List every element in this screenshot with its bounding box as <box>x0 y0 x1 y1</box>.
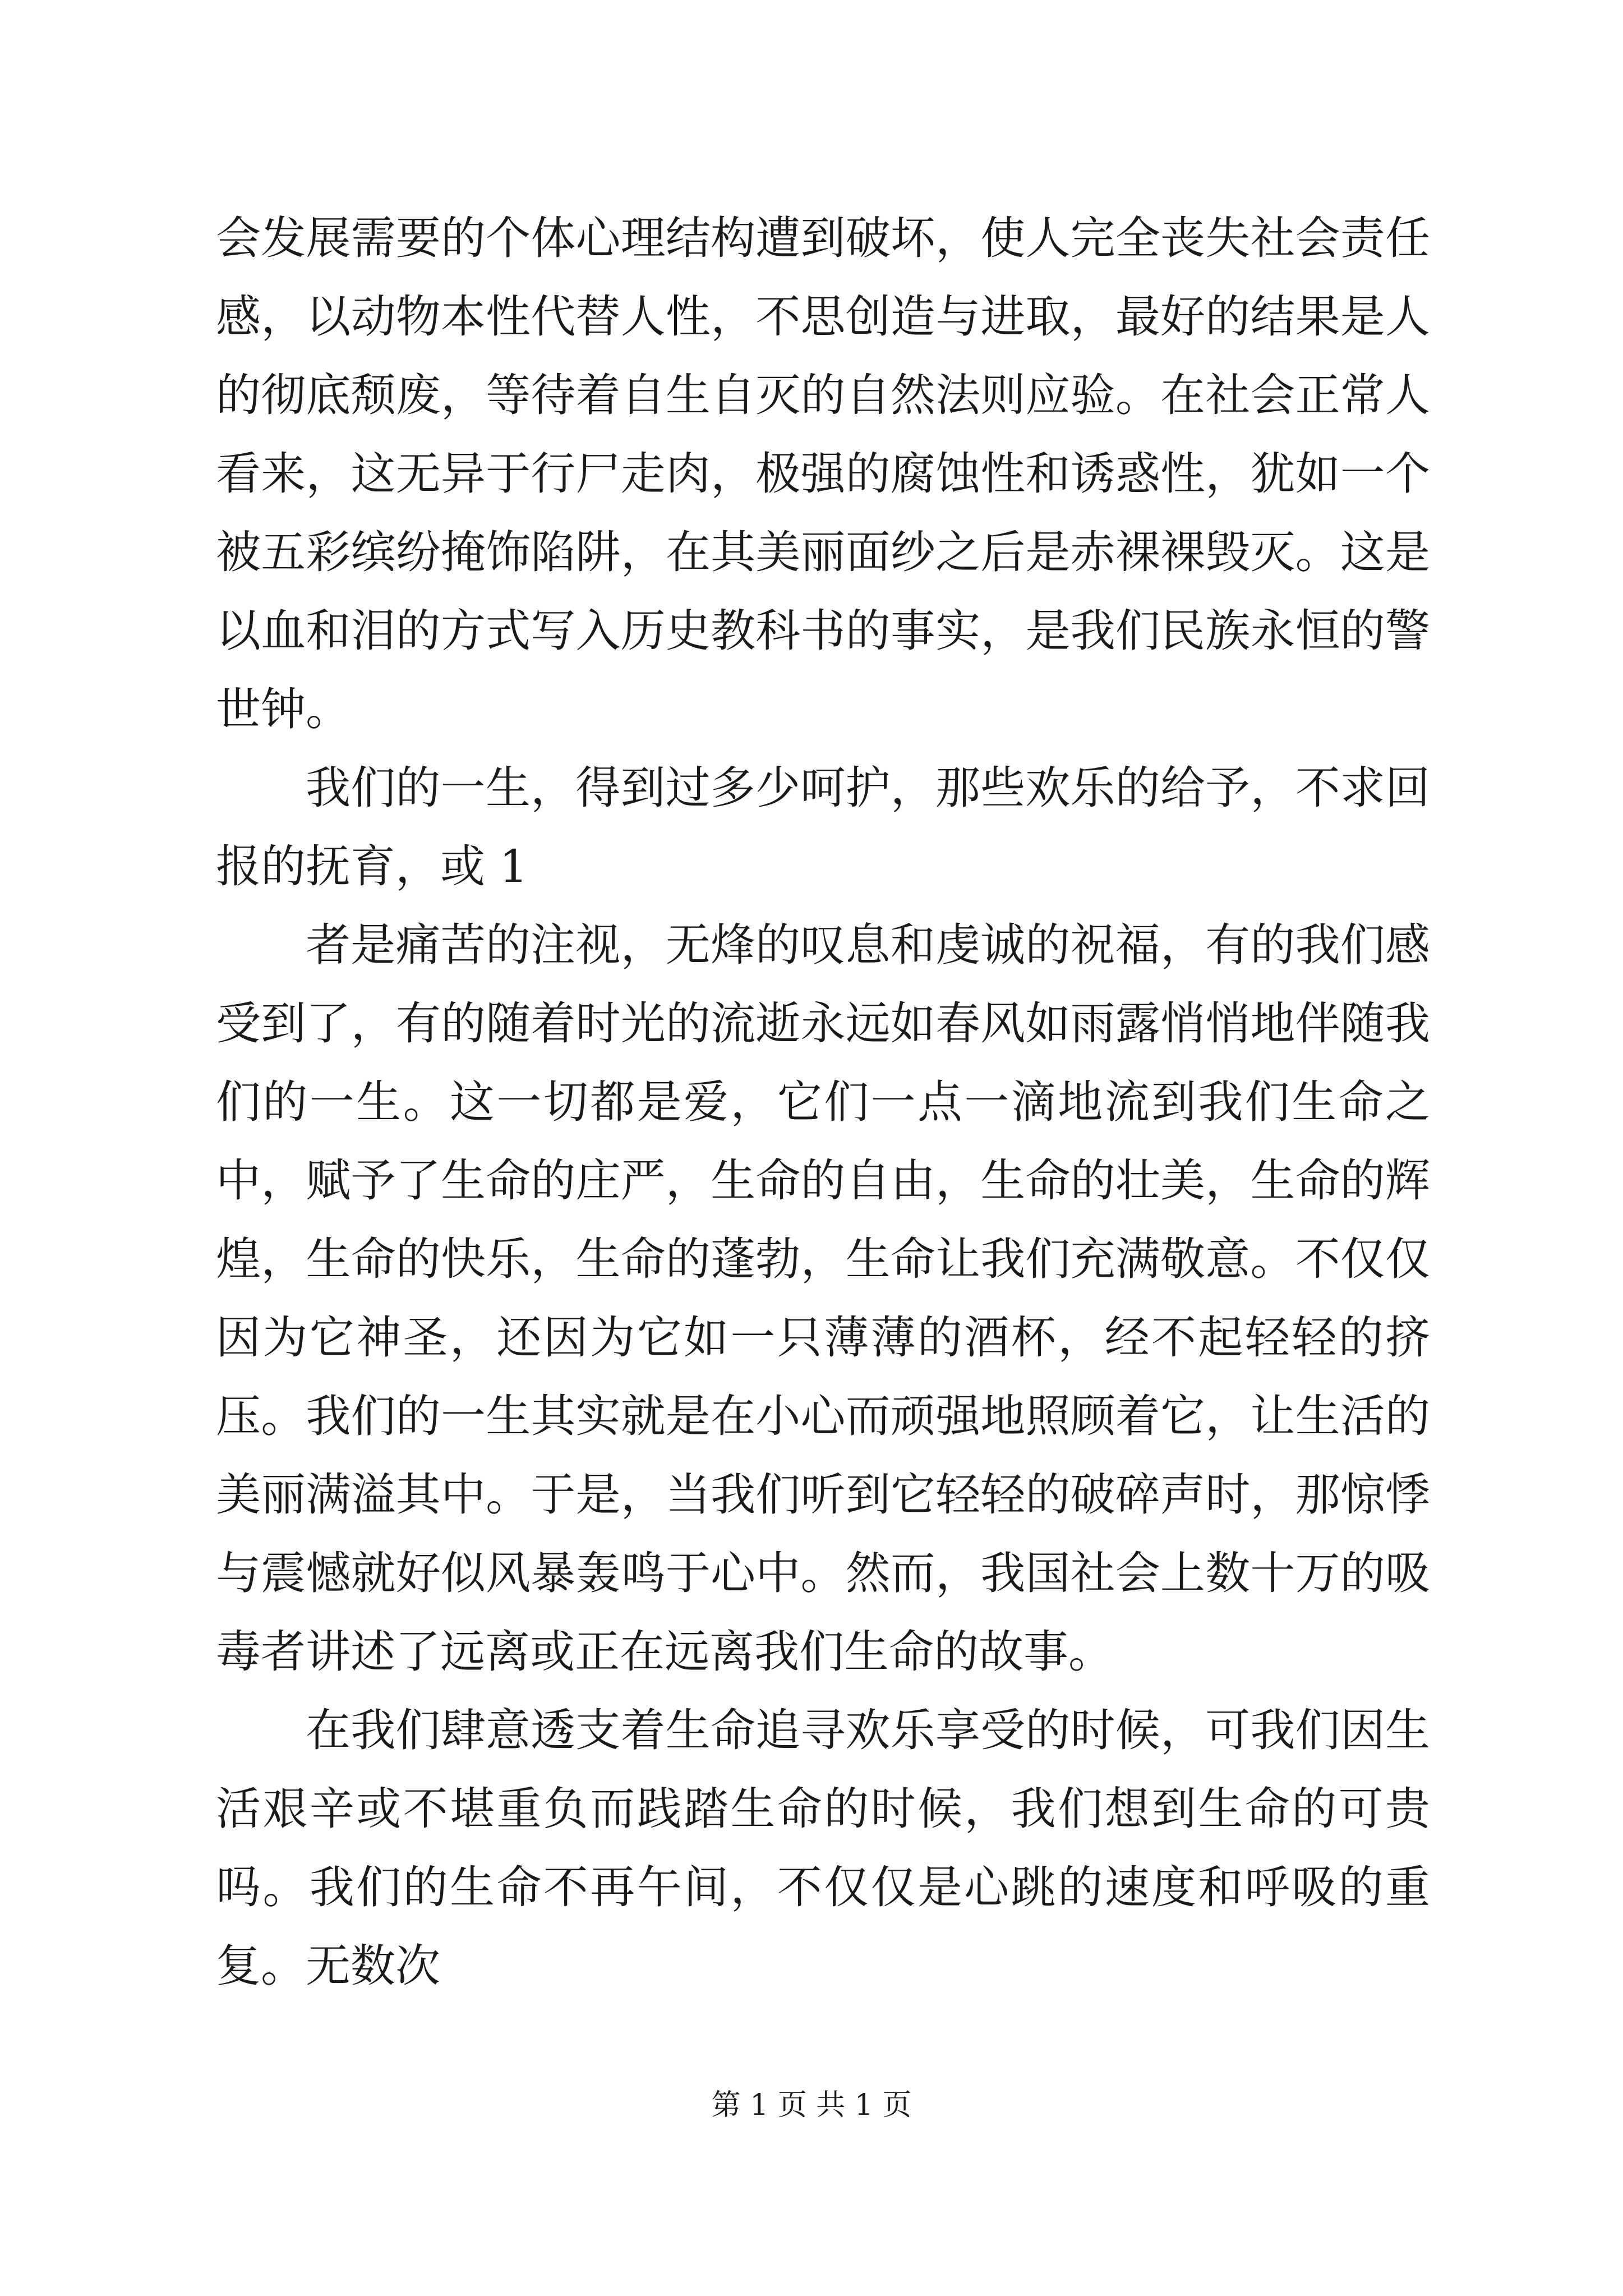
page-footer: 第 1 页 共 1 页 <box>711 2088 912 2122</box>
paragraph-3: 者是痛苦的注视，无烽的叹息和虔诚的祝福，有的我们感受到了，有的随着时光的流逝永远如春风如雨露悄悄地伴随我们的一生。这一切都是爱，它们一点一滴地流到我们生命之中，赋予了生命的庄严，生命的自由，生命的壮美，生命的辉煌，生命的快乐，生命的蓬勃，生命让我们充满敬意。不仅仅因为它神圣，还因为它如一只薄薄的酒杯，经不起轻轻的挤压。我们的一生其实就是在小心而顽强地照顾着它，让生活的美丽满溢其中。于是，当我们听到它轻轻的破碎声时，那惊悸与震憾就好似风暴轰鸣于心中。然而，我国社会上数十万的吸毒者讲述了远离或正在远离我们生命的故事。 <box>216 919 1430 1678</box>
document-body <box>216 199 1430 2005</box>
paragraph-1: 会发展需要的个体心理结构遭到破坏，使人完全丧失社会责任感，以动物本性代替人性，不思创造与进取，最好的结果是人的彻底颓废，等待着自生自灭的自然法则应验。在社会正常人看来，这无异于行尸走肉，极强的腐蚀性和诱惑性，犹如一个被五彩缤纷掩饰陷阱，在其美丽面纱之后是赤裸裸毁灭。这是以血和泪的方式写入历史教科书的事实，是我们民族永恒的警世钟。 <box>216 212 1430 735</box>
paragraph-2: 我们的一生，得到过多少呵护，那些欢乐的给予，不求回报的抚育，或 1 <box>216 762 1430 892</box>
paragraph-4: 在我们肆意透支着生命追寻欢乐享受的时候，可我们因生活艰辛或不堪重负而践踏生命的时候，我们想到生命的可贵吗。我们的生命不再午间，不仅仅是心跳的速度和呼吸的重复。无数次 <box>216 1704 1430 1992</box>
